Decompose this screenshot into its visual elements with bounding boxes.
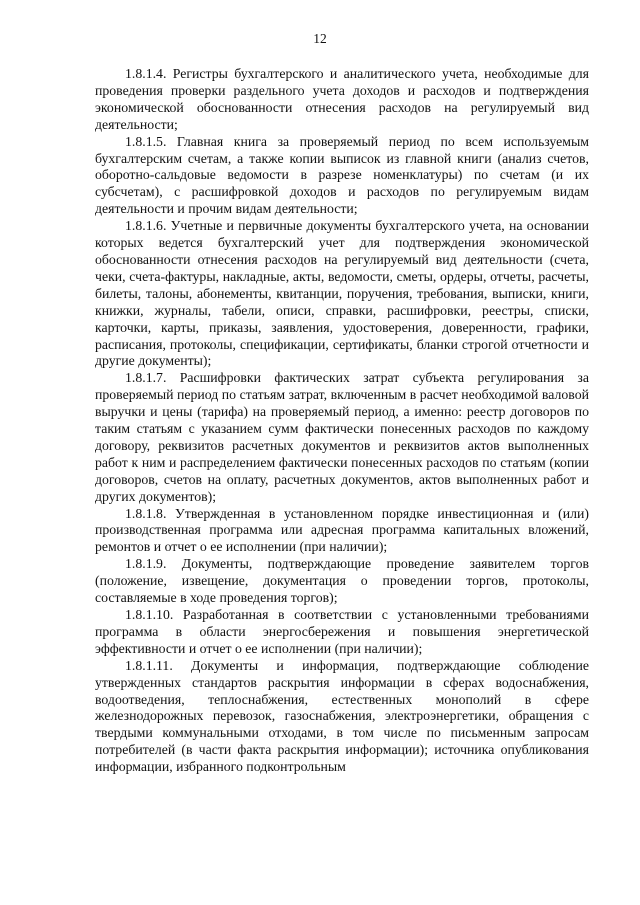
paragraph-1-8-1-4: 1.8.1.4. Регистры бухгалтерского и аналитического учета, необходимые для проведения проверки раздельного учета доходов и расходов и подтверждения экономической обоснованности отнесения расходов на регулируемый вид деятельности; [95, 66, 589, 132]
page-number: 12 [313, 31, 327, 46]
paragraph-1-8-1-8: 1.8.1.8. Утвержденная в установленном порядке инвестиционная и (или) производственная программа или адресная программа капитальных вложений, ремонтов и отчет о ее исполнении (при наличии); [95, 505, 589, 555]
paragraph-1-8-1-7: 1.8.1.7. Расшифровки фактических затрат субъекта регулирования за проверяемый период по статьям затрат, включенным в расчет необходимой валовой выручки и цены (тарифа) на проверяемый период, а именно: реестр договоров по таким статьям с указанием сумм фактически понесенных расходов по каждому договору, реквизитов расчетных документов и реквизитов актов выполненных работ к ним и распределением фактически понесенных расходов по статьям (копии договоров, счетов на оплату, расчетных документов, актов выполненных работ и других документов); [95, 370, 589, 504]
paragraph-1-8-1-6: 1.8.1.6. Учетные и первичные документы бухгалтерского учета, на основании которых ведется бухгалтерский учет для подтверждения экономической обоснованности отнесения расходов на регулируемый вид деятельности (счета, чеки, счета-фактуры, накладные, акты, ведомости, сметы, ордеры, отчеты, расчеты, билеты, талоны, абонементы, квитанции, поручения, требования, выписки, книги, книжки, журналы, табели, описи, справки, расшифровки, реестры, списки, карточки, карты, приказы, заявления, удостоверения, доверенности, графики, расписания, протоколы, спецификации, сертификаты, бланки строгой отчетности и другие документы); [95, 218, 589, 369]
paragraph-1-8-1-10: 1.8.1.10. Разработанная в соответствии с установленными требованиями программа в области энергосбережения и повышения энергетической эффективности и отчет о ее исполнении (при наличии); [95, 607, 589, 656]
paragraph-1-8-1-9: 1.8.1.9. Документы, подтверждающие проведение заявителем торгов (положение, извещение, документация о проведении торгов, протоколы, составляемые в ходе проведения торгов); [95, 556, 589, 606]
document-body [95, 66, 589, 776]
paragraph-1-8-1-11: 1.8.1.11. Документы и информация, подтверждающие соблюдение утвержденных стандартов раскрытия информации в сферах водоснабжения, водоотведения, теплоснабжения, естественных монополий в сфере железнодорожных перевозок, газоснабжения, электроэнергетики, обращения с твердыми коммунальными отходами, в том числе по письменным запросам потребителей (в части факта раскрытия информации); источника опубликования информации, избранного подконтрольным [95, 657, 589, 775]
paragraph-1-8-1-5: 1.8.1.5. Главная книга за проверяемый период по всем используемым бухгалтерским счетам, а также копии выписок из главной книги (анализ счетов, оборотно-сальдовые ведомости в разрезе номенклатуры) по счетам (и их субсчетам), с расшифровкой доходов и расходов по регулируемым видам деятельности и прочим видам деятельности; [95, 133, 589, 217]
